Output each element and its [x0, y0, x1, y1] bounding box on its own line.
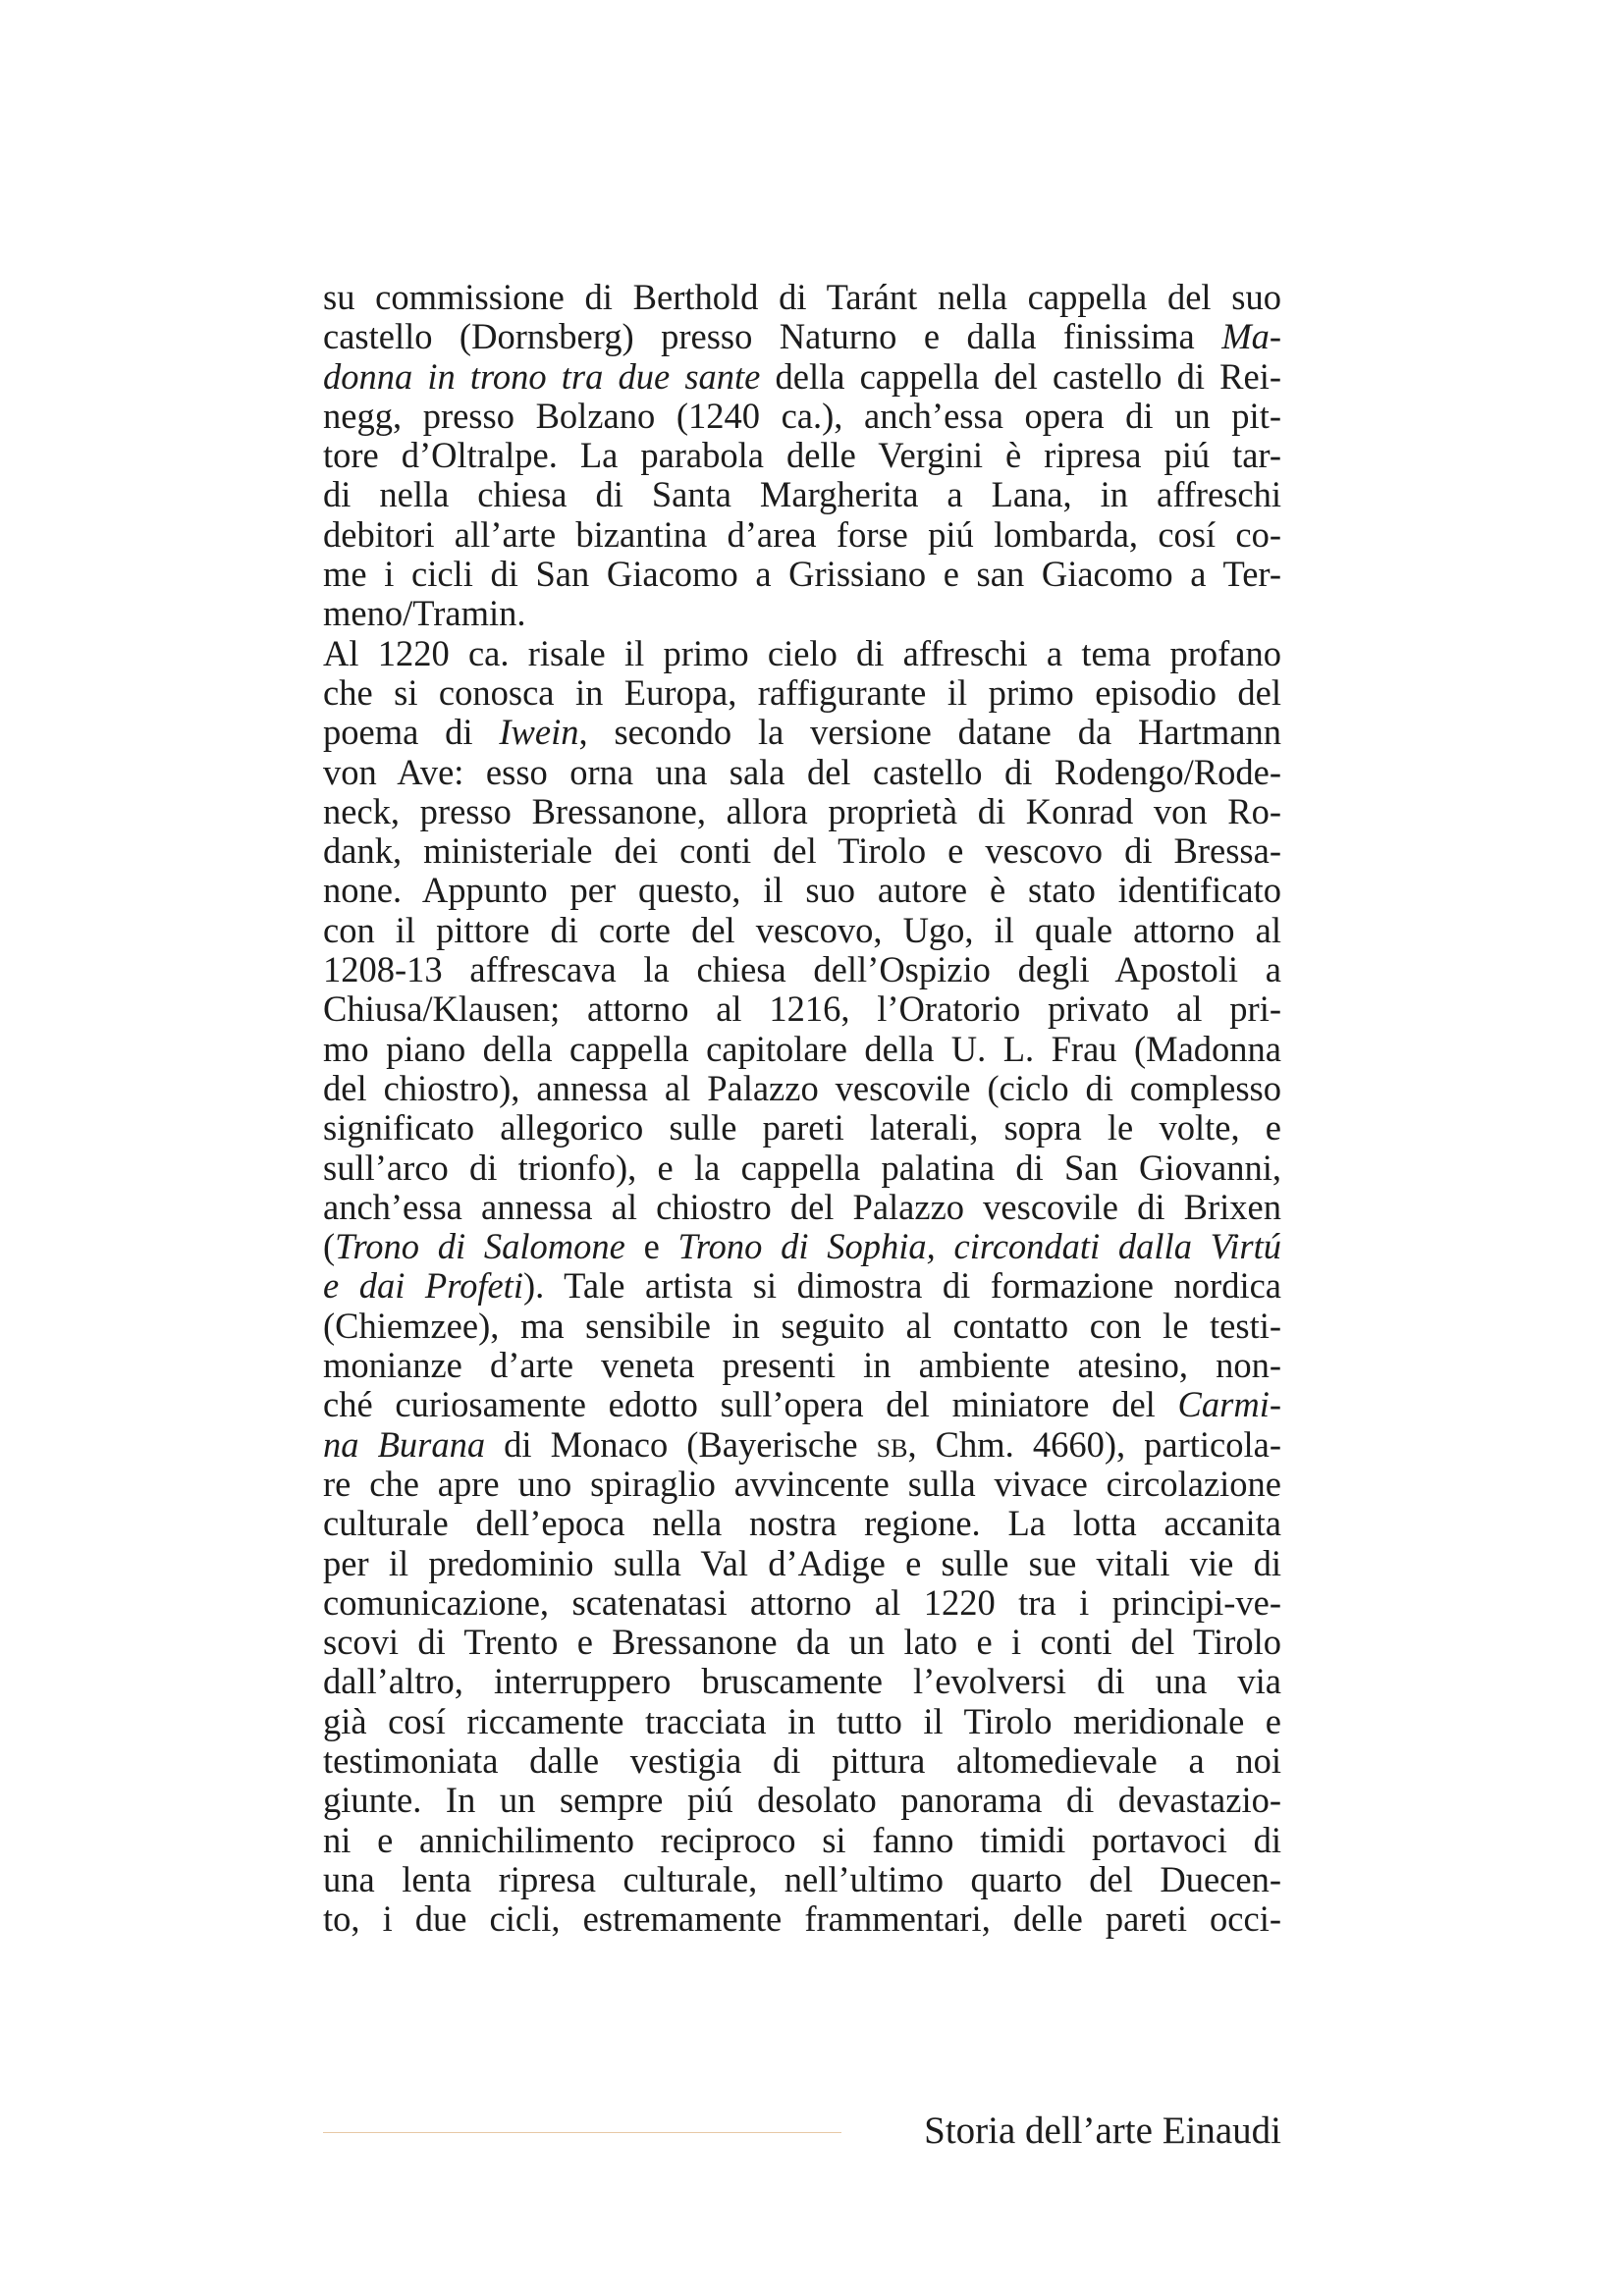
text-line [323, 555, 1281, 594]
text-segment: none. Appunto per questo, il suo autore è stato identificato [323, 870, 1281, 911]
text-segment: della cappella del castello di Rei- [760, 355, 1281, 397]
text-segment: testimoniata dalle vestigia di pittura altomedievale a noi [323, 1739, 1281, 1781]
text-line [323, 1465, 1281, 1504]
text-segment: (Chiemzee), ma sensibile in seguito al contatto con le testi- [323, 1305, 1281, 1346]
text-segment: giunte. In un sempre piú desolato panorama di devastazio- [323, 1780, 1281, 1821]
text-line [323, 1504, 1281, 1543]
text-segment: anch’essa annessa al chiostro del Palazzo vescovile di Brixen [323, 1186, 1281, 1227]
text-line [323, 357, 1281, 397]
footer-rule [323, 2132, 841, 2133]
text-line [323, 1346, 1281, 1385]
text-segment: di nella chiesa di Santa Margherita a Lana, in affreschi [323, 474, 1281, 515]
text-line [323, 1385, 1281, 1424]
text-segment: monianze d’arte veneta presenti in ambiente atesino, non- [323, 1345, 1281, 1386]
italic-text: Iwein [499, 712, 579, 753]
text-line [323, 1108, 1281, 1148]
publication-title: Storia dell’arte Einaudi [924, 2109, 1281, 2152]
text-line [323, 989, 1281, 1029]
text-line [323, 278, 1281, 317]
text-segment: , secondo la versione datane da Hartmann [578, 712, 1281, 753]
text-segment: Al 1220 ca. risale il primo cielo di affreschi a tema profano [323, 632, 1281, 673]
text-line [323, 1741, 1281, 1781]
text-segment: negg, presso Bolzano (1240 ca.), anch’essa opera di un pit- [323, 395, 1281, 436]
text-line [323, 1860, 1281, 1899]
text-segment: ni e annichilimento reciproco si fanno timidi portavoci di [323, 1819, 1281, 1860]
text-segment: ( [323, 1226, 336, 1267]
text-line [323, 713, 1281, 752]
text-segment: castello (Dornsberg) presso Naturno e dalla finissima [323, 316, 1222, 357]
italic-text: Trono di Salomone [335, 1226, 625, 1267]
text-segment: von Ave: esso orna una sala del castello di Rodengo/Rode- [323, 751, 1281, 792]
text-line [323, 1148, 1281, 1188]
text-segment: con il pittore di corte del vescovo, Ugo, il quale attorno al [323, 909, 1281, 950]
text-line [323, 1227, 1281, 1266]
text-line [323, 1266, 1281, 1306]
text-line [323, 673, 1281, 713]
text-segment: una lenta ripresa culturale, nell’ultimo quarto del Duecen- [323, 1858, 1281, 1899]
text-line [323, 1899, 1281, 1939]
text-segment: ché curiosamente edotto sull’opera del miniatore del [323, 1384, 1178, 1425]
text-segment: Chiusa/Klausen; attorno al 1216, l’Oratorio privato al pri- [323, 988, 1281, 1030]
text-segment: che si conosca in Europa, raffigurante il primo episodio del [323, 671, 1281, 713]
text-line [323, 1662, 1281, 1701]
text-line [323, 1821, 1281, 1860]
text-segment: già cosí riccamente tracciata in tutto il Tirolo meridionale e [323, 1700, 1281, 1741]
small-caps-text: sb [876, 1423, 908, 1465]
text-segment: scovi di Trento e Bressanone da un lato e i conti del Tirolo [323, 1622, 1281, 1663]
text-segment: neck, presso Bressanone, allora proprietà di Konrad von Ro- [323, 790, 1281, 831]
text-line [323, 634, 1281, 673]
text-segment: tore d’Oltralpe. La parabola delle Vergini è ripresa piú tar- [323, 435, 1281, 476]
text-segment: per il predominio sulla Val d’Adige e sulle sue vitali vie di [323, 1542, 1281, 1583]
text-segment: e [624, 1226, 678, 1267]
text-line [323, 1702, 1281, 1741]
italic-text: Carmi- [1177, 1384, 1281, 1425]
text-segment: debitori all’arte bizantina d’area forse piú lombarda, cosí co- [323, 513, 1281, 555]
text-line [323, 515, 1281, 555]
text-line [323, 397, 1281, 436]
text-segment: to, i due cicli, estremamente frammentari, delle pareti occi- [323, 1898, 1281, 1940]
text-line [323, 950, 1281, 989]
text-line [323, 317, 1281, 356]
text-line [323, 871, 1281, 910]
text-line [323, 1544, 1281, 1583]
text-segment: dank, ministeriale dei conti del Tirolo e vescovo di Bressa- [323, 830, 1281, 872]
text-segment: sull’arco di trionfo), e la cappella palatina di San Giovanni, [323, 1147, 1281, 1188]
text-segment: su commissione di Berthold di Taránt nella cappella del suo [323, 277, 1281, 317]
text-segment: meno/Tramin. [323, 593, 526, 634]
text-line [323, 1030, 1281, 1069]
text-line [323, 831, 1281, 871]
italic-text: Trono di Sophia, circondati dalla Virtú [677, 1226, 1282, 1267]
italic-text: donna in trono tra due sante [323, 355, 761, 397]
text-line [323, 1781, 1281, 1820]
page-footer [323, 2109, 1281, 2158]
text-line [323, 753, 1281, 792]
text-line [323, 594, 1281, 633]
italic-text: Ma- [1221, 316, 1281, 357]
text-segment: significato allegorico sulle pareti laterali, sopra le volte, e [323, 1107, 1281, 1148]
text-segment: di Monaco (Bayerische [485, 1423, 877, 1465]
text-segment: del chiostro), annessa al Palazzo vescovile (ciclo di complesso [323, 1067, 1281, 1108]
text-segment: comunicazione, scatenatasi attorno al 1220 tra i principi-ve- [323, 1581, 1281, 1623]
italic-text: na Burana [323, 1423, 486, 1465]
text-line [323, 436, 1281, 475]
text-segment: dall’altro, interruppero bruscamente l’evolversi di una via [323, 1661, 1281, 1702]
text-segment: ). Tale artista si dimostra di formazione nordica [522, 1265, 1281, 1307]
text-line [323, 1069, 1281, 1108]
text-segment: mo piano della cappella capitolare della U. L. Frau (Madonna [323, 1028, 1281, 1069]
italic-text: e dai Profeti [323, 1265, 523, 1307]
text-segment: culturale dell’epoca nella nostra regione. La lotta accanita [323, 1503, 1281, 1544]
body-text [323, 278, 1281, 1939]
text-segment: 1208-13 affrescava la chiesa dell’Ospizio degli Apostoli a [323, 949, 1281, 990]
text-line [323, 792, 1281, 831]
text-line [323, 1583, 1281, 1623]
text-segment: re che apre uno spiraglio avvincente sulla vivace circolazione [323, 1463, 1281, 1504]
text-line [323, 911, 1281, 950]
text-segment: me i cicli di San Giacomo a Grissiano e san Giacomo a Ter- [323, 554, 1281, 595]
text-line [323, 1188, 1281, 1227]
text-segment: poema di [323, 712, 500, 753]
text-segment: , Chm. 4660), particola- [907, 1423, 1281, 1465]
text-line [323, 1307, 1281, 1346]
text-line [323, 1623, 1281, 1662]
text-line [323, 475, 1281, 514]
text-line [323, 1425, 1281, 1465]
